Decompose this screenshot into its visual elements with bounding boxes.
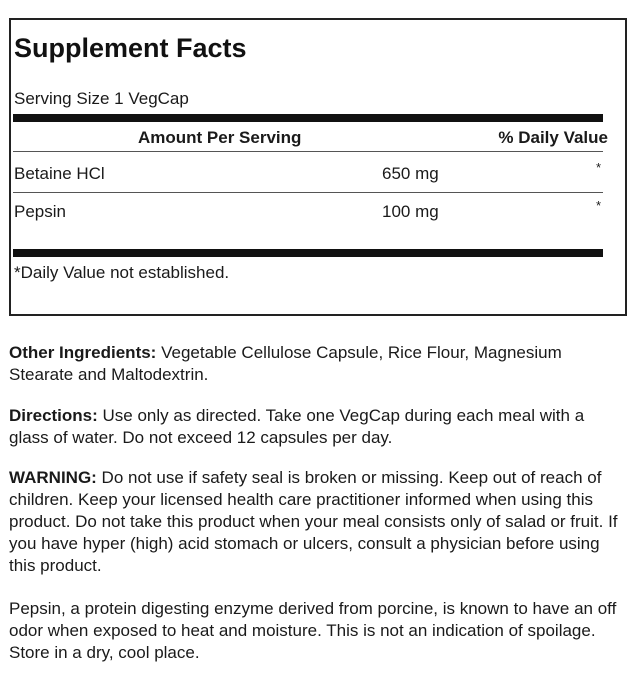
row-divider (13, 151, 603, 152)
supplement-facts-title: Supplement Facts (14, 33, 247, 63)
pepsin-note-paragraph: Pepsin, a protein digesting enzyme derived from porcine, is known to have an off odor when exposed to heat and moisture. This is not an indication of spoilage. Store in a dry, cool place. (9, 599, 617, 662)
directions-label: Directions: (9, 406, 98, 425)
nutrient-name: Pepsin (14, 202, 66, 221)
nutrient-row-betaine-hcl (13, 159, 603, 189)
thick-divider-top (13, 114, 603, 122)
warning-label: WARNING: (9, 468, 97, 487)
directions-text: Use only as directed. Take one VegCap during each meal with a glass of water. Do not exceed 12 capsules per day. (9, 406, 585, 447)
thick-divider-bottom (13, 249, 603, 257)
nutrient-row-pepsin (13, 197, 603, 227)
other-ingredients-label: Other Ingredients: (9, 343, 157, 362)
daily-value-footnote: *Daily Value not established. (14, 263, 230, 282)
nutrient-amount: 100 mg (382, 202, 439, 221)
warning-paragraph (9, 467, 625, 577)
nutrient-amount: 650 mg (382, 164, 439, 183)
amount-per-serving-header: Amount Per Serving (138, 128, 302, 147)
other-ingredients-text: Vegetable Cellulose Capsule, Rice Flour, Magnesium Stearate and Maltodextrin. (9, 343, 562, 384)
nutrient-daily-value: * (595, 160, 601, 175)
directions-paragraph (9, 405, 625, 449)
nutrient-name: Betaine HCl (14, 164, 105, 183)
serving-size: Serving Size 1 VegCap (14, 89, 189, 108)
row-divider (13, 192, 603, 193)
daily-value-header: % Daily Value (498, 128, 608, 147)
warning-text: Do not use if safety seal is broken or missing. Keep out of reach of children. Keep your licensed health care practitioner informed when using this product. Do not take this product when your meal consists only of salad or fruit. If you have hyper (high) acid stomach or ulcers, consult a physician before using this product. (9, 468, 618, 575)
nutrient-daily-value: * (595, 198, 601, 213)
other-ingredients-paragraph (9, 342, 625, 386)
